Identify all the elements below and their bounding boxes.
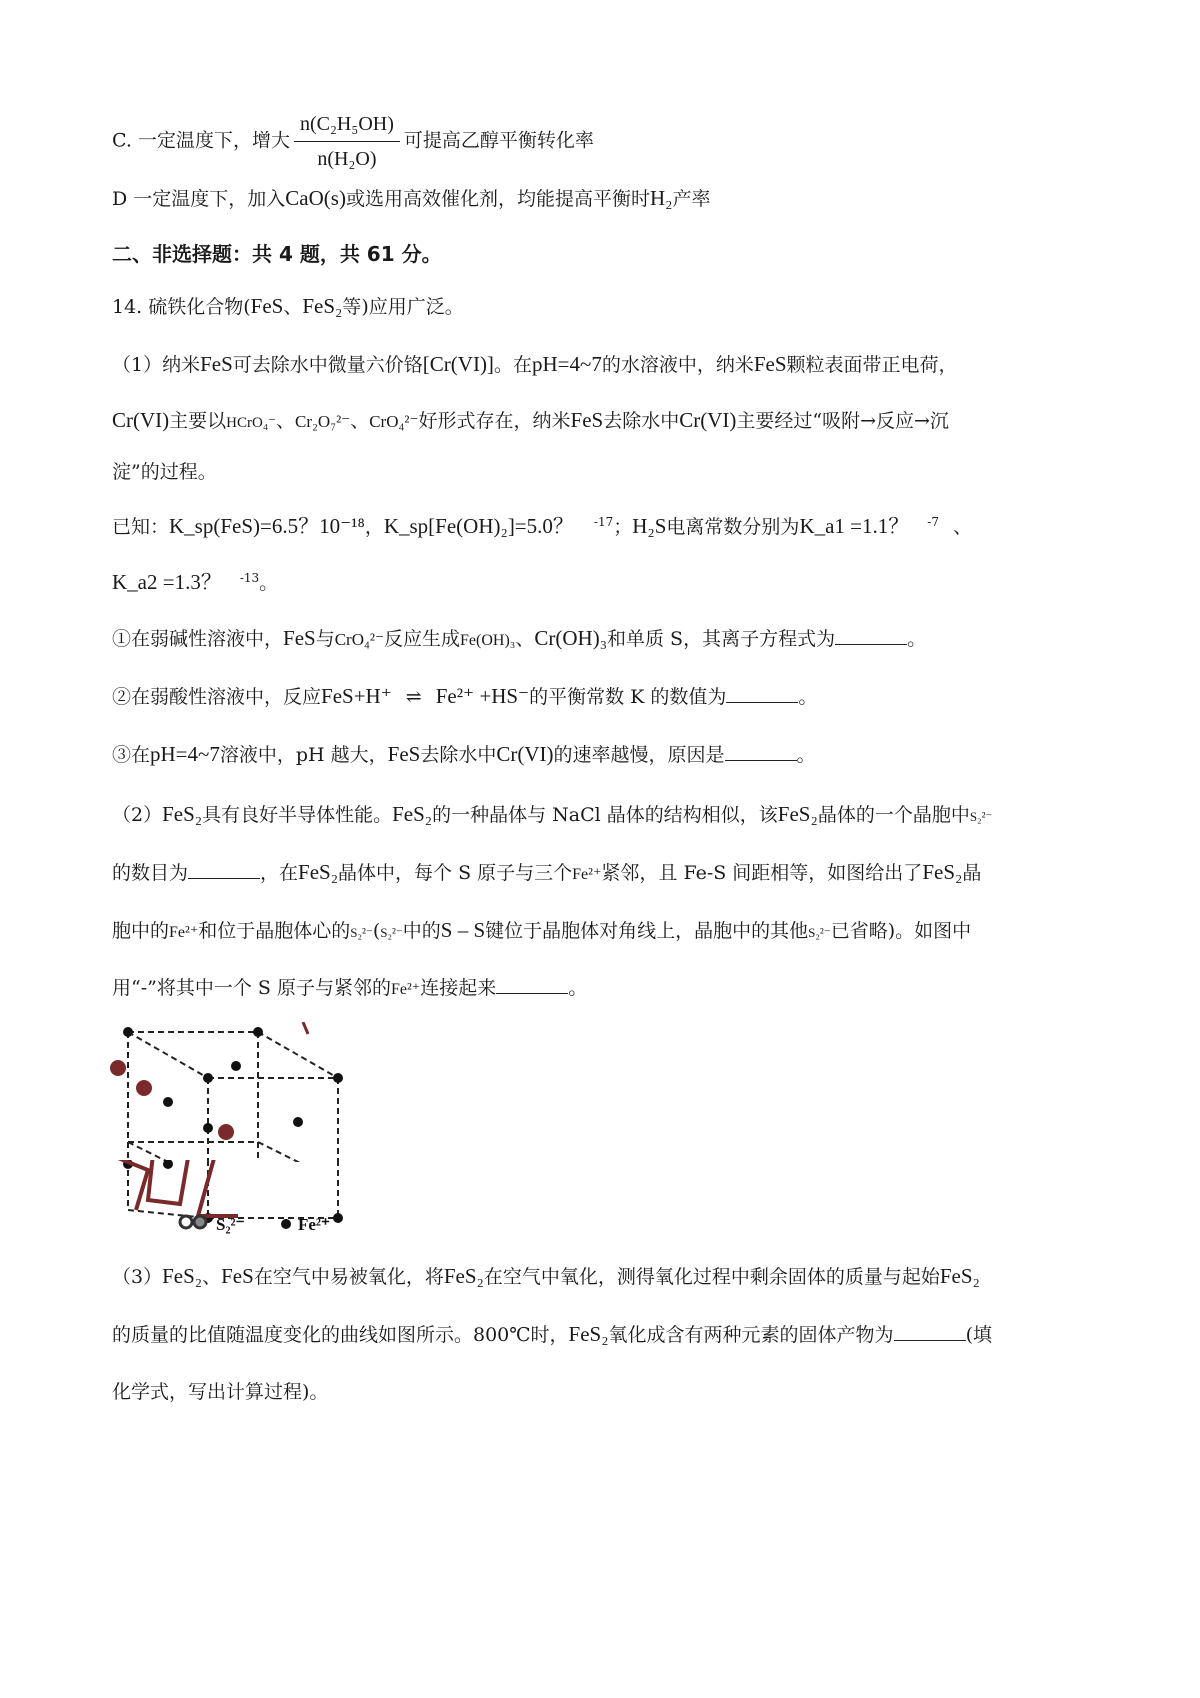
text: 。在 [493, 354, 532, 376]
formula-hcro4: HCrO₄⁻ [226, 415, 276, 431]
formula-cro4: CrO₄²⁻ [334, 630, 384, 649]
formula-fes: FeS [753, 352, 787, 376]
ph-range: pH=4~7 [150, 742, 220, 766]
text: 已知： [112, 516, 170, 538]
formula-fes2: FeS₂ [922, 860, 963, 884]
text: 氧化成含有两种元素的固体产物为 [608, 1324, 894, 1346]
crystal-cell-diagram [108, 1022, 368, 1162]
ka2-line [112, 568, 278, 597]
exponent: -7 [927, 514, 939, 529]
text: 的平衡常数 K 的数值为 [529, 686, 727, 708]
text: 的一种晶体与 NaCl 晶体的结构相似，该 [432, 804, 778, 826]
text: ③在 [112, 744, 151, 766]
text: 在空气中氧化，测得氧化过程中剩余固体的质量与起始 [483, 1266, 940, 1288]
part1-line1 [112, 350, 958, 379]
ka2: K_a2 =1.3？ [112, 570, 222, 594]
fraction-numerator: n(C₂H₅OH) [294, 110, 400, 142]
formula-fes2: FeS₂ [568, 1322, 609, 1346]
formula-cao: CaO(s) [285, 186, 346, 210]
text: 的速率越慢，原因是 [553, 744, 725, 766]
subquestion-1 [112, 624, 926, 655]
text: ，在 [260, 862, 299, 884]
formula-fes: FeS [221, 1264, 254, 1288]
question-14 [112, 292, 464, 321]
formula-feoh3: Fe(OH)₃ [460, 632, 516, 649]
formula-fes: FeS [283, 626, 316, 650]
text: 用“-”将其中一个 S 原子与紧邻的 [112, 977, 391, 999]
answer-blank[interactable] [496, 975, 568, 994]
text: 好形式存在，纳米 [418, 410, 571, 432]
ph-range: pH=4~7 [531, 352, 602, 376]
known-constants [112, 512, 972, 541]
formula-croh3: Cr(OH)₃ [534, 626, 608, 650]
text: ①在弱碱性溶液中， [112, 628, 284, 650]
text: 去除水中 [420, 744, 497, 766]
formula-fes2: FeS₂ [162, 1264, 203, 1288]
formula-fes: FeS [570, 408, 604, 432]
part3-line2 [112, 1320, 992, 1349]
part2-line3 [112, 916, 971, 947]
text: 和位于晶胞体心的 [198, 920, 351, 942]
formula-fes: FeS [387, 742, 421, 766]
text: 溶液中，pH 越大， [219, 744, 388, 766]
bond-s-s: S – S [440, 918, 486, 942]
text: ( [372, 920, 381, 942]
text: （1）纳米 [112, 354, 201, 376]
option-c-text: C. 一定温度下，增大 [112, 129, 290, 152]
option-c [112, 110, 594, 173]
ksp-fes: K_sp(FeS)=6.5？10⁻¹⁸ [169, 514, 365, 538]
text: 中的 [402, 920, 441, 942]
text: 。 [907, 628, 927, 650]
formula-s2: S₂²⁻ [380, 925, 403, 940]
text: 已省略)。如图中 [830, 920, 972, 942]
equation-right: Fe²⁺ +HS⁻ [435, 684, 530, 708]
text: ②在弱酸性溶液中，反应 [112, 686, 322, 708]
subquestion-3 [112, 740, 816, 769]
text: 、 [515, 628, 535, 650]
text: 、 [350, 410, 370, 432]
legend-fe-label: Fe²⁺ [298, 1215, 330, 1234]
formula-cr: Cr(VI) [496, 742, 554, 766]
text: 。 [796, 744, 816, 766]
part2-line2 [112, 858, 981, 889]
formula-cr: Cr(VI) [112, 408, 170, 432]
answer-blank[interactable] [835, 626, 907, 645]
q14-text2: 等)应用广泛。 [342, 296, 464, 318]
fraction-denominator: n(H₂O) [317, 148, 377, 170]
formula-fes2: FeS₂ [777, 802, 818, 826]
exponent: -13 [239, 570, 260, 585]
formula-fes2: FeS₂ [392, 802, 433, 826]
text: 。 [259, 572, 279, 594]
text: 的质量的比值随温度变化的曲线如图所示。800℃时， [112, 1324, 569, 1346]
cell-edges [128, 1032, 338, 1162]
answer-blank[interactable] [894, 1322, 966, 1341]
legend-fe-dot [281, 1219, 291, 1229]
text: 主要经过“吸附→反应→沉 [736, 410, 949, 432]
part2-line4 [112, 974, 587, 1004]
fraction [294, 110, 400, 173]
formula-cr2o7: Cr₂O₇²⁻ [295, 412, 351, 431]
text: 主要以 [169, 410, 227, 432]
formula-fes2: FeS₂ [298, 860, 339, 884]
text: （2） [112, 804, 163, 826]
part1-line2 [112, 406, 949, 437]
formula-h2s: H₂S [632, 514, 667, 538]
answer-blank[interactable] [725, 742, 797, 761]
option-d-text2: 或选用高效催化剂，均能提高平衡时 [345, 188, 650, 210]
answer-blank[interactable] [188, 860, 260, 879]
formula-fes2: FeS₂ [302, 294, 343, 318]
text: 晶体中，每个 S 原子与三个 [338, 862, 573, 884]
equilibrium-arrow-icon: ⇌ [405, 686, 422, 708]
text: (填 [965, 1324, 992, 1346]
text: 颗粒表面带正电荷， [786, 354, 958, 376]
formula-s2: S₂²⁻ [350, 925, 373, 940]
formula-fes2: FeS₂ [443, 1264, 484, 1288]
text: 键位于晶胞体对角线上，晶胞中的其他 [485, 920, 809, 942]
ka1: K_a1 =1.1？ [799, 514, 910, 538]
part2-line1 [112, 800, 992, 831]
text: 胞中的 [112, 920, 170, 942]
text: 连接起来 [420, 977, 497, 999]
equation-left: FeS+H⁺ [321, 684, 392, 708]
formula-cr: [Cr(VI)] [422, 352, 494, 376]
formula-fe2: Fe²⁺ [169, 924, 199, 941]
part1-line3: 淀”的过程。 [112, 461, 217, 483]
text: 的水溶液中，纳米 [601, 354, 754, 376]
formula-cr: Cr(VI) [679, 408, 737, 432]
text: ， [364, 516, 384, 538]
formula-fe2: Fe²⁺ [390, 981, 421, 998]
text: （3） [112, 1266, 163, 1288]
formula-cro4: CrO₄²⁻ [369, 412, 419, 431]
fe-ions [123, 1027, 343, 1133]
text: 的数目为 [112, 862, 189, 884]
formula-fes: FeS [250, 294, 284, 318]
part3-line1 [112, 1262, 980, 1291]
text: 晶体的一个晶胞中 [817, 804, 970, 826]
text: 晶 [962, 862, 982, 884]
text: 和单质 S，其离子方程式为 [607, 628, 836, 650]
option-c-suffix: 可提高乙醇平衡转化率 [403, 129, 594, 152]
text: 可去除水中微量六价铬 [232, 354, 423, 376]
formula-fes: FeS [200, 352, 233, 376]
text: 去除水中 [603, 410, 680, 432]
formula-s2: S₂²⁻ [808, 925, 831, 940]
ksp-feoh2: K_sp[Fe(OH)₂]=5.0？ [383, 514, 574, 538]
text: 、 [952, 516, 972, 538]
text: 反应生成 [384, 628, 461, 650]
exponent: -17 [593, 514, 614, 529]
formula-h2: H₂ [649, 186, 673, 210]
part3-line3: 化学式，写出计算过程)。 [112, 1381, 329, 1403]
text: 、 [275, 410, 295, 432]
text: 。 [798, 686, 818, 708]
text: 。 [568, 977, 588, 999]
text: 与 [315, 628, 335, 650]
option-d [112, 184, 710, 213]
text: 电离常数分别为 [666, 516, 800, 538]
option-d-text3: 产率 [672, 188, 711, 210]
text: 、 [202, 1266, 222, 1288]
subquestion-2 [112, 682, 817, 711]
q14-sep: 、 [283, 296, 303, 318]
formula-s2: S₂²⁻ [969, 809, 993, 824]
formula-fes2: FeS₂ [162, 802, 203, 826]
legend-s2-label: S₂²⁻ [216, 1215, 245, 1234]
option-d-text: D 一定温度下，加入 [112, 188, 286, 210]
formula-fes2: FeS₂ [939, 1264, 980, 1288]
text: 具有良好半导体性能。 [202, 804, 393, 826]
text: 紧邻，且 Fe-S 间距相等，如图给出了 [601, 862, 923, 884]
answer-blank[interactable] [726, 684, 798, 703]
q14-text: 14. 硫铁化合物( [112, 296, 251, 318]
text: ； [613, 516, 633, 538]
section-heading: 二、非选择题：共 4 题，共 61 分。 [112, 242, 442, 266]
formula-fe2: Fe²⁺ [572, 866, 602, 883]
text: 在空气中易被氧化，将 [253, 1266, 444, 1288]
decorative-stroke [303, 1022, 308, 1034]
